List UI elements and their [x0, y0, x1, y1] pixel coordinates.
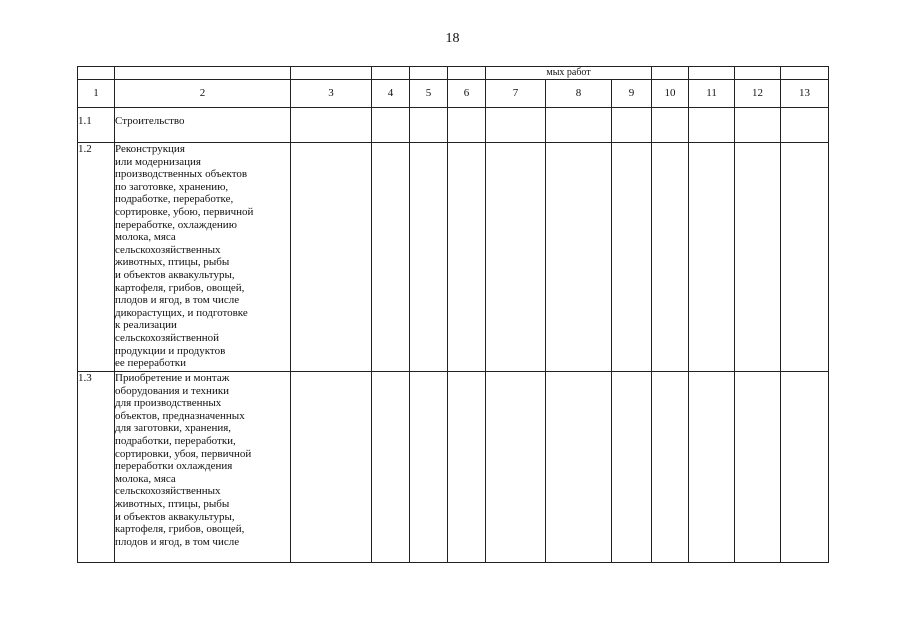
header-cell: [448, 67, 486, 80]
column-number: 7: [486, 80, 546, 108]
empty-cell: [612, 108, 652, 143]
data-table: [77, 66, 829, 563]
empty-cell: [486, 143, 546, 372]
empty-cell: [291, 108, 372, 143]
column-number: 13: [781, 80, 829, 108]
header-cell: [689, 67, 735, 80]
row-number: 1.2: [78, 143, 115, 372]
page-number: 18: [445, 31, 460, 46]
empty-cell: [735, 108, 781, 143]
empty-cell: [448, 372, 486, 563]
empty-cell: [652, 372, 689, 563]
column-number: 1: [78, 80, 115, 108]
empty-cell: [689, 143, 735, 372]
row-name: Реконструкция или модернизация производственных объектов по заготовке, хранению, подработке, переработке, сортировке, убою, первичной переработке, охлаждению молока, мяса сельскохозяйственных животных, птицы, рыбы и объектов аквакультуры, картофеля, грибов, овощей, плодов и ягод, в том числе дикорастущих, и подготовке к реализации сельскохозяйственной продукции и продуктов ее переработки: [115, 143, 291, 372]
row-name: Приобретение и монтаж оборудования и техники для производственных объектов, предназначенных для заготовки, хранения, подработки, переработки, сортировки, убоя, первичной переработки охлаждения молока, мяса сельскохозяйственных животных, птицы, рыбы и объектов аквакультуры, картофеля, грибов, овощей, плодов и ягод, в том числе: [115, 372, 291, 563]
header-cell: [115, 67, 291, 80]
empty-cell: [612, 143, 652, 372]
empty-cell: [652, 108, 689, 143]
column-number: 11: [689, 80, 735, 108]
column-number: 5: [410, 80, 448, 108]
empty-cell: [291, 143, 372, 372]
empty-cell: [486, 372, 546, 563]
header-cell: [652, 67, 689, 80]
row-name: Строительство: [115, 108, 291, 143]
empty-cell: [291, 372, 372, 563]
empty-cell: [372, 108, 410, 143]
header-cell: [735, 67, 781, 80]
empty-cell: [546, 143, 612, 372]
empty-cell: [546, 108, 612, 143]
column-number-row: [78, 80, 829, 108]
empty-cell: [781, 143, 829, 372]
row-number: 1.1: [78, 108, 115, 143]
header-cell: [291, 67, 372, 80]
empty-cell: [372, 143, 410, 372]
continuation-header-row: [78, 67, 829, 80]
empty-cell: [781, 108, 829, 143]
column-number: 3: [291, 80, 372, 108]
column-number: 8: [546, 80, 612, 108]
column-number: 9: [612, 80, 652, 108]
column-number: 12: [735, 80, 781, 108]
table-row: [78, 143, 829, 372]
empty-cell: [781, 372, 829, 563]
empty-cell: [546, 372, 612, 563]
empty-cell: [689, 372, 735, 563]
empty-cell: [612, 372, 652, 563]
empty-cell: [486, 108, 546, 143]
header-cell: [410, 67, 448, 80]
empty-cell: [448, 143, 486, 372]
empty-cell: [735, 143, 781, 372]
empty-cell: [689, 108, 735, 143]
table-row: [78, 372, 829, 563]
empty-cell: [448, 108, 486, 143]
column-number: 2: [115, 80, 291, 108]
column-number: 4: [372, 80, 410, 108]
row-number: 1.3: [78, 372, 115, 563]
header-cell: [372, 67, 410, 80]
empty-cell: [410, 372, 448, 563]
empty-cell: [372, 372, 410, 563]
empty-cell: [410, 108, 448, 143]
empty-cell: [410, 143, 448, 372]
column-number: 6: [448, 80, 486, 108]
empty-cell: [735, 372, 781, 563]
table-row: [78, 108, 829, 143]
empty-cell: [652, 143, 689, 372]
header-cell: [781, 67, 829, 80]
continuation-text: мых работ: [486, 67, 652, 80]
column-number: 10: [652, 80, 689, 108]
header-cell: [78, 67, 115, 80]
